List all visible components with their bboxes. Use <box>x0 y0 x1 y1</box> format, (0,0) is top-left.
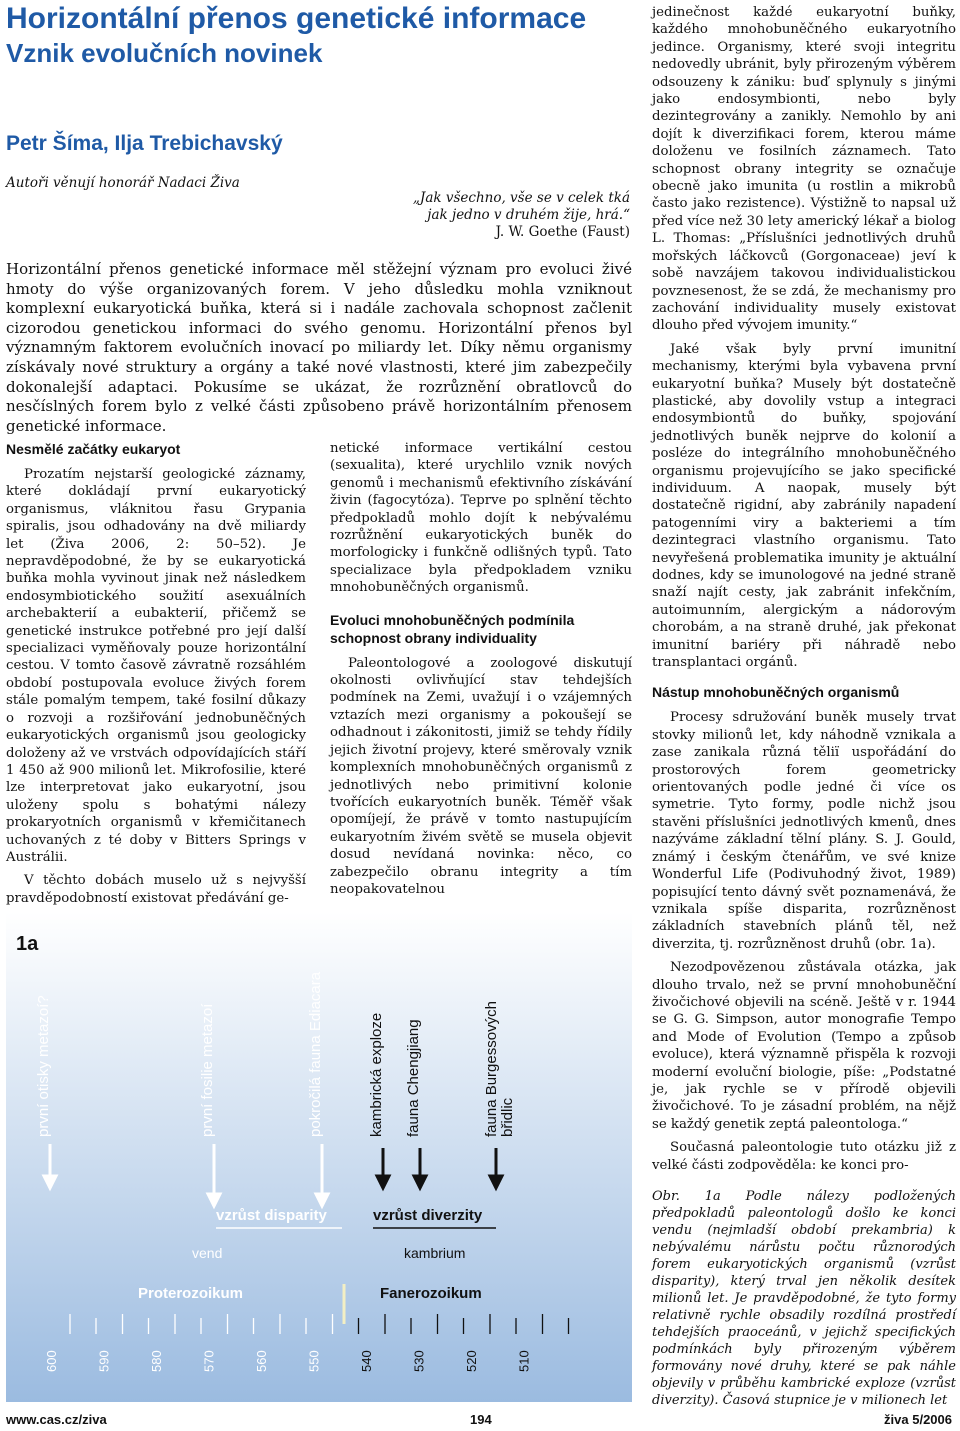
period-vend: vend <box>192 1245 223 1261</box>
section-heading-2: Evoluci mnohobuněčných podmínila schopnost obrany individuality <box>330 611 575 646</box>
event-first-imprints: první otisky metazoí? <box>35 995 52 1137</box>
tick-label: 560 <box>254 1350 269 1372</box>
tick-label: 590 <box>96 1350 112 1372</box>
tick-label: 510 <box>516 1350 532 1372</box>
column-1 <box>6 440 306 913</box>
tick-label: 580 <box>149 1350 164 1372</box>
authors: Petr Šíma, Ilja Trebichavský <box>6 132 283 155</box>
column-2 <box>330 440 632 904</box>
paragraph: netické informace vertikální cestou (sexualita), které urychlilo vznik nových genomů i mechanismů efektivního získávání živin (fagocytóza). Teprve po splnění těchto předpokladů mohlo dojít k nebývalému rozrůžnění eukaryotických buněk do morfologicky i funkčně odlišných typů. Tato specializace byla předpokladem vzniku mnohobuněčných organismů. <box>330 441 632 596</box>
tick-label: 550 <box>306 1350 322 1372</box>
section-heading-1: Nesmělé začátky eukaryot <box>6 441 181 457</box>
tick-label: 600 <box>44 1350 59 1372</box>
event-burgess-shale: břidlic <box>499 1097 516 1137</box>
paragraph: Procesy sdružování buněk musely trvat stovky milionů let, kdy náhodně vznikala a zase zanikala různá těliï uspořádání do prostorových forem geometricky orientovaných podle jedné či více os symetrie. Tyto formy, podle nichž jsou stavěni příslušníci jednotlivých kmenů, dnes nazýváme základní tělní plány. S. J. Gould, známý i českým čtenářům, ve své knize Wonderful Life (Podivuhodný život, 1989) popisující tento dávný svět poznamenává, že vznikala spíše disparita, rozrůzněnost základních stavebních plánů těl, než diverzita, tj. rozrůzněnost druhů (obr. 1a). <box>652 710 956 952</box>
diversity-label: vzrůst diverzity <box>373 1207 483 1224</box>
motto-source: J. W. Goethe (Faust) <box>495 224 630 240</box>
event-cambrian-explosion: kambrická exploze <box>368 1012 385 1137</box>
section-heading-3: Nástup mnohobuněčných organismů <box>652 684 900 701</box>
lead-paragraph: Horizontální přenos genetické informace měl stěžejní význam pro evoluci živé hmoty do výše organizovaných forem. V jeho důsledku mohla vzniknout komplexní eukaryotická buňka, která si i nadále zachovala schopnost začlenit cizorodou genetickou informaci do svého genomu. Horizontální přenos byl významným faktorem evolučních inovací po miliardy let. Díky němu organismy získávaly nové struktury a orgány a také nové vlastnosti, které jim zabezpečily dokonalejší adaptaci. Pokusíme se ukázat, že rozrůznění obratlovců do nesčíslných forem bylo z velké části způsobeno právě horizontálním přenosem genetické informace. <box>6 260 632 435</box>
tick-label: 520 <box>464 1350 479 1372</box>
disparity-label: vzrůst disparity <box>216 1207 327 1224</box>
tick-label: 540 <box>359 1350 374 1372</box>
paragraph: V těchto dobách muselo už s nejvyšší pravděpodobností existovat předávání ge- <box>6 873 306 906</box>
paragraph: Nezodpovězenou zůstávala otázka, jak dlouho trvalo, než se první mnohobuněční živočichové objevili na scéně. Ještě v r. 1944 se G. G. Simpson, autor monografie Tempo and Mode of Evolution (Tempo a způsob evoluce), která významně přispěla k rozvoji moderní evoluční biologie, píše: „Podstatné je, jak rychle se v přírodě objevili živočichové. To je zásadní problém, na nějž se každý genetik zeptá paleontologa.“ <box>652 960 956 1132</box>
tick-label: 530 <box>411 1350 427 1372</box>
paragraph: Jaké však byly první imunitní mechanismy, kterými byla vybavena první eukaryotní buňka? Musely být dostatečně plastické, aby dovolily vstup a integraci endosymbiontů do buňky, spojování jednotlivých buněk nejprve do kolonií a posléze do integrálního mnohobuněčného organismu projevujícího se jako specifické individuum. A naopak, musely být dostatečně rigidní, aby zabránily napadení patogenními viry a bakteriemi a tím dezintegraci vlastního organismu. Tato nevyřešená problematika imunity je aktuální dodnes, kdy se imunologové na jedné straně snaží najít cesty, jak zabránit infekčním, autoimunním, alergickým a nádorovým chorobám, a na straně druhé, jak překonat imunitní bariéry při náhradě nebo transplantaci orgánů. <box>652 341 956 671</box>
event-chengjiang: fauna Chengjiang <box>405 1019 422 1137</box>
paragraph: Současná paleontologie tuto otázku již z velké části zodpověděla: ke konci pro- <box>652 1140 956 1173</box>
motto-line-1: „Jak všechno, vše se v celek tká <box>412 190 630 206</box>
article-subtitle: Vznik evolučních novinek <box>6 38 323 68</box>
issue-label: živa 5/2006 <box>884 1412 952 1427</box>
footer-url: www.cas.cz/ziva <box>6 1412 107 1427</box>
paragraph: Paleontologové a zoologové diskutují okolnosti ovlivňující stav tehdejších podmínek na Zemi, uvažují i o vzájemných vztazích mezi organismy a pokoušejí se odhadnout i zákonitosti, jimiž se tehdy řídily jejich životní projevy, které směrovaly vznik komplexních mnohobuněčných organismů z jednotlivých nebo primitivní kolonie tvořících eukaryotních buněk. Téměř však opomíjejí, že právě v tomto nastupujícím eukaryotním živém světě se musela objevit dosud nevídaná novinka: něco, co zabezpečilo obranu integrity a tím neopakovatelnou <box>330 655 632 897</box>
eon-fanerozoikum: Fanerozoikum <box>380 1285 482 1302</box>
tick-label: 570 <box>201 1350 217 1372</box>
article-title: Horizontální přenos genetické informace <box>6 2 587 35</box>
motto-line-2: jak jedno v druhém žije, hrá.“ <box>427 207 630 223</box>
event-burgess: fauna Burgessových <box>483 1001 500 1137</box>
page-number: 194 <box>470 1412 492 1427</box>
paragraph: Prozatím nejstarší geologické záznamy, které dokládají první eukaryotický organismus, vláknitou řasu Grypania spiralis, jsou odhadovány na dvě miliardy let (Živa 2006, 2: 50–52). Je nepravděpodobné, že by se eukaryotická buňka mohla vyvinout jinak než následkem endosymbiotického soužití asexuálních archebakterií a eubakterií, přičemž se genetické instrukce potřebné pro její další specializaci vyměňovaly pouze horizontální cestou. V tomto časově závratně rozsáhlém období postupovala evoluce živých forem stále pomalým tempem, také fosilní důkazy o rozvoji a rozšiřování jednobuněčných eukaryotických organismů jsou geologicky doloženy až ve vrstvách odpovídajících stáří 1 450 až 900 milionů let. Mikrofosilie, které lze interpretovat jako eukaryotní, jsou uloženy spolu s bohatými nálezy prokaryotních organismů v křemičitanech uchovaných z té doby v Bitters Springs v Austrálii. <box>6 467 306 865</box>
timeline-figure <box>6 912 632 1402</box>
figure-label: 1a <box>16 933 39 955</box>
figure-caption: Obr. 1a Podle nálezy podložených předpokladů paleontologů došlo ke konci vendu (nejmladší období prekambria) k nebývalému nárůstu počtu různorodých forem eukaryotických organismů (vzrůst disparity), který trval jen několik desítek milionů let. Je pravděpodobné, že tyto formy relativně rychle obsadily rozdílná prostředí tehdejších praoceánů, v jejichž specifických podmínkách byly přirozeným výběrem formovány nové druhy, které se pak náhle objevily v průběhu kambrické exploze (vzrůst diverzity). Časová stupnice je v milionech let <box>652 1189 956 1408</box>
eon-proterozoikum: Proterozoikum <box>138 1285 244 1302</box>
event-ediacara: pokročilá fauna Ediacara <box>307 971 324 1137</box>
paragraph: jedinečnost každé eukaryotní buňky, každého mnohobuněčného eukaryotního jedince. Organismy, které svoji integritu nedovedly ubránit, byly přirozeným výběrem odsouzeny k zániku: buď splynuly s jinými jako endosymbionti, nebo byly dezintegrovány a zanikly. Nemohlo by ani dojít k diverzifikaci forem, kterou máme doloženu ve fosilních záznamech. Tato schopnost obrany integrity se označuje obecně jako imunita (u rostlin a mikrobů často jako rezistence). Výstižně to napsal už před více než 30 lety americký lékař a biolog L. Thomas: „Příslušníci jednotlivých druhů mořských láčkovců (Gorgonaceae) jeví k sobě navzájem takovou individualistickou povznesenost, že se zdá, že mechanismy pro zachování individuality musely existovat dlouho před vývojem imunity.“ <box>652 5 956 334</box>
honorar-note: Autoři věnují honorář Nadaci Živa <box>6 175 240 191</box>
period-cambrium: kambrium <box>404 1245 466 1261</box>
column-3 <box>652 4 956 1409</box>
motto <box>310 190 630 241</box>
event-first-fossils: první fosilie metazoí <box>199 1003 216 1137</box>
